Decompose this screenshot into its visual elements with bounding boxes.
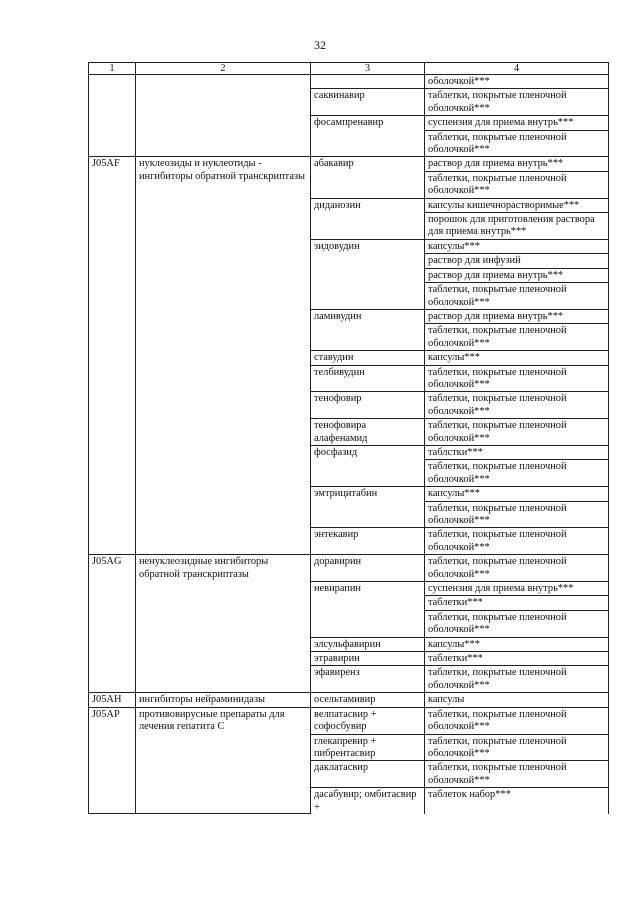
dosage-form-cell: суспензия для приема внутрь*** [425,582,609,596]
drug-name-cell: тенофовира алафенамид [311,419,425,446]
dosage-form-cell: раствор для приема внутрь*** [425,309,609,323]
drug-name-cell: дасабувир; омбитасвир + [311,788,425,814]
atc-code-cell: J05AF [89,157,136,555]
table-row [89,555,609,582]
drug-name-cell: зидовудин [311,239,425,309]
dosage-form-cell: капсулы*** [425,637,609,651]
dosage-form-cell: капсулы кишечнорастворимые*** [425,198,609,212]
drug-name-cell: телбивудин [311,365,425,392]
atc-code-cell [89,75,136,157]
drug-name-cell: тенофовир [311,392,425,419]
header-col-1: 1 [89,63,136,75]
dosage-form-cell: капсулы*** [425,351,609,365]
dosage-form-cell: таблетки*** [425,596,609,610]
drug-name-cell: диданозин [311,198,425,239]
group-name-cell [136,75,311,157]
drug-name-cell: ламивудин [311,309,425,350]
group-name-cell: ингибиторы нейраминидазы [136,693,311,707]
drug-name-cell: фосампренавир [311,116,425,157]
dosage-form-cell: раствор для приема внутрь*** [425,268,609,282]
header-row [89,63,609,75]
dosage-form-cell: раствор для инфузий [425,254,609,268]
dosage-form-cell: таблетки, покрытые пленочной оболочкой*** [425,283,609,310]
group-name-cell: ненуклеозидные ингибиторы обратной транскриптазы [136,555,311,693]
group-name-cell: противовирусные препараты для лечения гепатита С [136,707,311,814]
dosage-form-cell: таблетки, покрытые пленочной оболочкой*** [425,89,609,116]
drug-name-cell: глекапревир + пибрентасвир [311,734,425,761]
dosage-form-cell: таблетки, покрытые пленочной оболочкой*** [425,610,609,637]
dosage-form-cell: капсулы*** [425,239,609,253]
dosage-form-cell: таблетки, покрытые пленочной оболочкой*** [425,324,609,351]
header-col-4: 4 [425,63,609,75]
dosage-form-cell: таблетки*** [425,652,609,666]
drug-name-cell: доравирин [311,555,425,582]
dosage-form-cell: капсулы*** [425,487,609,501]
dosage-form-cell: таблетки, покрытые пленочной оболочкой*** [425,392,609,419]
drug-name-cell: саквинавир [311,89,425,116]
dosage-form-cell: таблстки*** [425,445,609,459]
dosage-form-cell: раствор для приема внутрь*** [425,157,609,171]
drug-name-cell: этравирин [311,652,425,666]
atc-code-cell: J05AH [89,693,136,707]
table-row [89,75,609,89]
drug-name-cell: эмтрицитабин [311,487,425,528]
atc-code-cell: J05AP [89,707,136,814]
drug-name-cell: даклатасвир [311,761,425,788]
atc-code-cell: J05AG [89,555,136,693]
dosage-form-cell: таблетки, покрытые пленочной оболочкой*** [425,707,609,734]
dosage-form-cell: таблетки, покрытые пленочной оболочкой*** [425,419,609,446]
dosage-form-cell: таблетки, покрытые пленочной оболочкой*** [425,734,609,761]
dosage-form-cell: таблетки, покрытые пленочной оболочкой*** [425,761,609,788]
drug-name-cell: эфавиренз [311,666,425,693]
group-name-cell: нуклеозиды и нуклеотиды - ингибиторы обратной транскриптазы [136,157,311,555]
drug-name-cell: осельтамивир [311,693,425,707]
dosage-form-cell: оболочкой*** [425,75,609,89]
table-row [89,707,609,734]
drug-name-cell: элсульфавирин [311,637,425,651]
dosage-form-cell: таблетки, покрытые пленочной оболочкой*** [425,666,609,693]
table-row [89,157,609,171]
dosage-form-cell: таблетки, покрытые пленочной оболочкой*** [425,171,609,198]
page-number: 32 [314,38,326,52]
drug-name-cell: ставудин [311,351,425,365]
drug-name-cell: фосфазид [311,445,425,486]
drug-name-cell: велпатасвир + софосбувир [311,707,425,734]
drug-name-cell: невирапин [311,582,425,638]
dosage-form-cell: суспензия для приема внутрь*** [425,116,609,130]
dosage-form-cell: таблетки, покрытые пленочной оболочкой*** [425,365,609,392]
drug-name-cell: энтекавир [311,528,425,555]
dosage-form-cell: таблетки, покрытые пленочной оболочкой*** [425,555,609,582]
dosage-form-cell: таблетки, покрытые пленочной оболочкой*** [425,501,609,528]
table-body [89,75,609,814]
dosage-form-cell: таблетки, покрытые пленочной оболочкой*** [425,460,609,487]
header-col-2: 2 [136,63,311,75]
dosage-form-cell: таблетки, покрытые пленочной оболочкой*** [425,528,609,555]
drug-name-cell: абакавир [311,157,425,198]
header-col-3: 3 [311,63,425,75]
dosage-form-cell: таблеток набор*** [425,788,609,814]
drug-name-cell [311,75,425,89]
dosage-form-cell: капсулы [425,693,609,707]
dosage-form-cell: таблетки, покрытые пленочной оболочкой*** [425,130,609,157]
drug-table [88,62,609,814]
table-header [89,63,609,75]
dosage-form-cell: порошок для приготовления раствора для приема внутрь*** [425,213,609,240]
table-row [89,693,609,707]
